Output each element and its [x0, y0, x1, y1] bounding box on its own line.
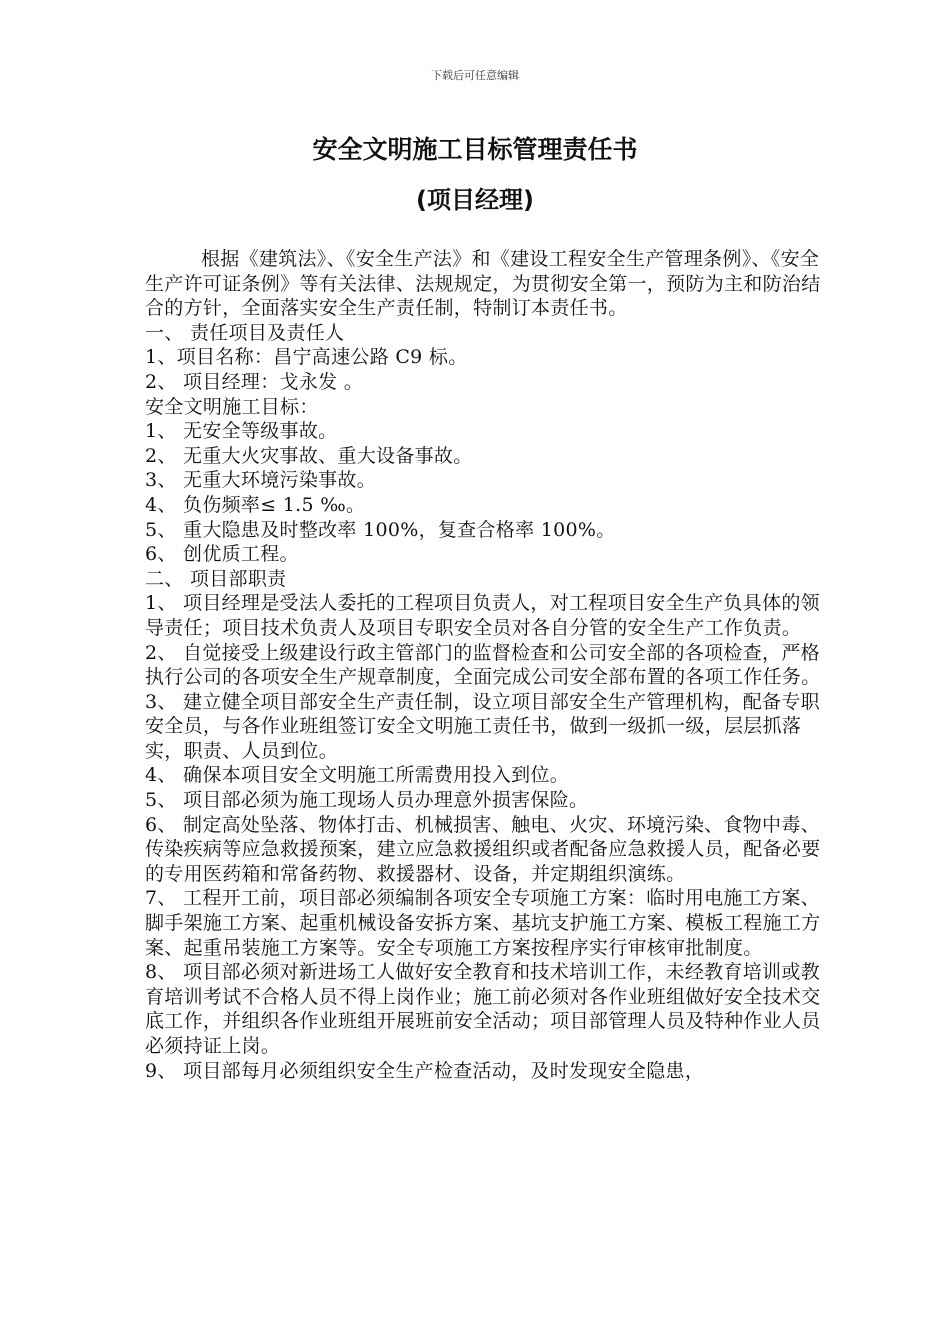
goals-heading: 安全文明施工目标：	[145, 395, 319, 418]
duty-item-5: 5、 项目部必须为施工现场人员办理意外损害保险。	[145, 789, 589, 812]
goal-item-3: 3、 无重大环境污染事故。	[145, 469, 377, 492]
goal-item-2: 2、 无重大火灾事故、重大设备事故。	[145, 444, 473, 467]
document-body	[145, 247, 825, 1083]
document-subtitle: (项目经理)	[416, 186, 534, 214]
goal-item-4: 4、 负伤频率≤ 1.5 ‰。	[145, 493, 366, 516]
intro-paragraph: 根据《建筑法》、《安全生产法》和《建设工程安全生产管理条例》、《安全生产许可证条例》等有关法律、法规规定，为贯彻安全第一，预防为主和防治结合的方针，全面落实安全生产责任制，特制订本责任书。	[145, 248, 821, 320]
duty-item-8: 8、 项目部必须对新进场工人做好安全教育和技术培训工作，未经教育培训或教育培训考试不合格人员不得上岗作业；施工前必须对各作业班组做好安全技术交底工作，并组织各作业班组开展班前安全活动；项目部管理人员及特种作业人员必须持证上岗。	[145, 961, 821, 1057]
section-heading-2: 二、 项目部职责	[145, 567, 287, 590]
duty-item-3: 3、 建立健全项目部安全生产责任制，设立项目部安全生产管理机构，配备专职安全员，与各作业班组签订安全文明施工责任书，做到一级抓一级，层层抓落实，职责、人员到位。	[145, 690, 820, 762]
header-note: 下载后可任意编辑	[431, 69, 519, 82]
goal-item-5: 5、 重大隐患及时整改率 100%，复查合格率 100%。	[145, 518, 616, 541]
goal-item-1: 1、 无安全等级事故。	[145, 420, 338, 443]
goal-item-6: 6、 创优质工程。	[145, 543, 299, 566]
duty-item-4: 4、 确保本项目安全文明施工所需费用投入到位。	[145, 764, 570, 787]
duty-item-2: 2、 自觉接受上级建设行政主管部门的监督检查和公司安全部的各项检查，严格执行公司的各项安全生产规章制度，全面完成公司安全部布置的各项工作任务。	[145, 641, 821, 689]
duty-item-6: 6、 制定高处坠落、物体打击、机械损害、触电、火灾、环境污染、食物中毒、传染疾病等应急救援预案，建立应急救援组织或者配备应急救援人员，配备必要的专用医药箱和常备药物、救援器材、设备，并定期组织演练。	[145, 813, 821, 885]
duty-item-9: 9、 项目部每月必须组织安全生产检查活动，及时发现安全隐患，	[145, 1059, 705, 1082]
duty-item-7: 7、 工程开工前，项目部必须编制各项安全专项施工方案：临时用电施工方案、脚手架施工方案、起重机械设备安拆方案、基坑支护施工方案、模板工程施工方案、起重吊装施工方案等。安全专项施工方案按程序实行审核审批制度。	[145, 887, 821, 959]
section-heading-1: 一、 责任项目及责任人	[145, 321, 345, 344]
duty-item-1: 1、 项目经理是受法人委托的工程项目负责人，对工程项目安全生产负具体的领导责任；项目技术负责人及项目专职安全员对各自分管的安全生产工作负责。	[145, 592, 820, 639]
document-title: 安全文明施工目标管理责任书	[312, 135, 638, 164]
project-name: 1、项目名称：昌宁高速公路 C9 标。	[145, 346, 468, 369]
project-manager: 2、 项目经理：戈永发 。	[145, 370, 364, 393]
